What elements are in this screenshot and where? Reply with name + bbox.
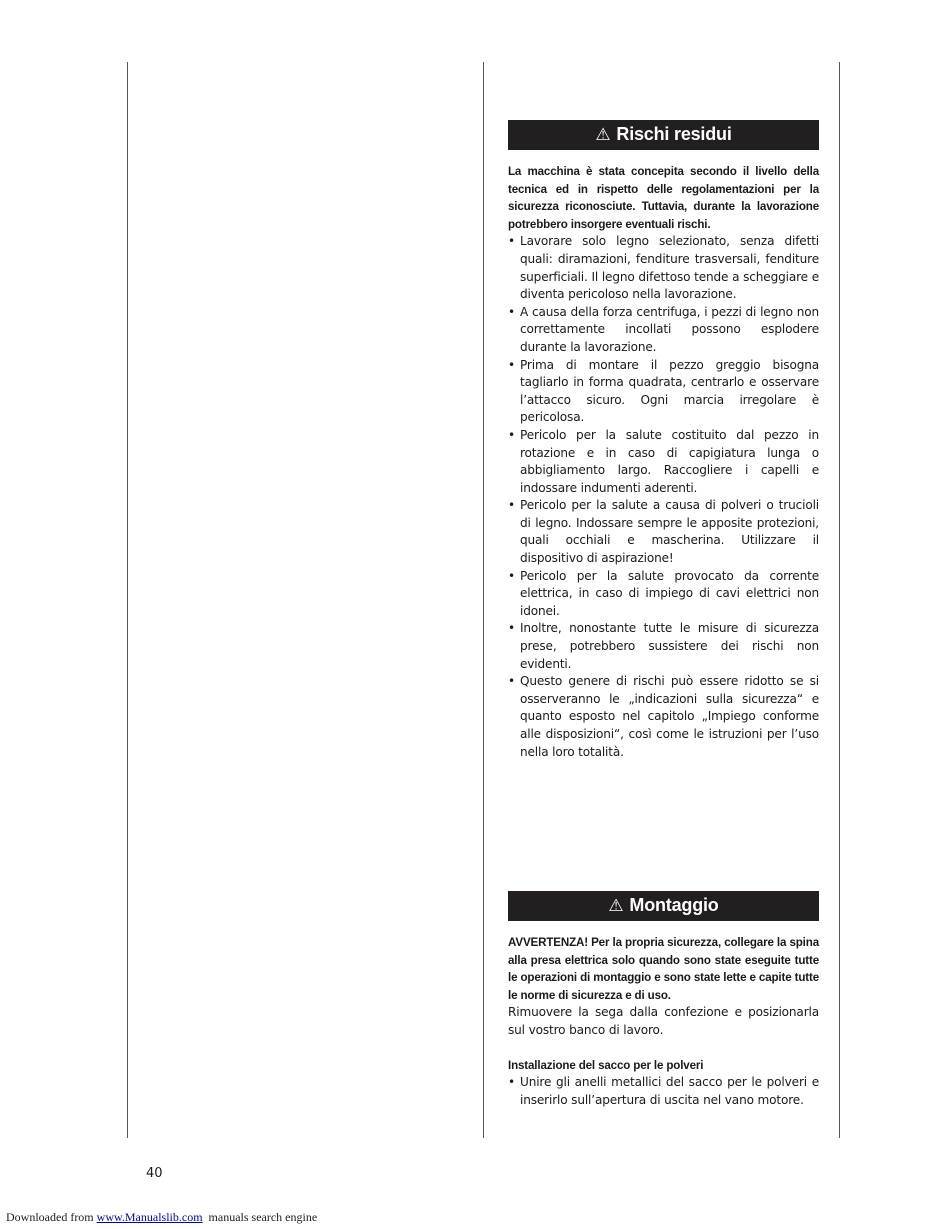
assembly-title: Montaggio [629,895,719,916]
list-item: • Pericolo per la salute a causa di polveri o trucioli di legno. Indossare sempre le apposite protezioni, quali occhiali e mascherina. Utilizzare il dispositivo di aspirazione! [508,497,819,567]
residual-risks-intro: La macchina è stata concepita secondo il livello della tecnica ed in rispetto delle regolamentazioni per la sicurezza riconosciute. Tuttavia, durante la lavorazione potrebbero insorgere eventuali rischi. [508,165,819,231]
residual-risks-section [508,120,819,761]
warning-triangle-icon: ⚠ [608,896,624,916]
left-margin-rule [127,62,128,1138]
assembly-warning-text: AVVERTENZA! Per la propria sicurezza, collegare la spina alla presa elettrica solo quando sono state eseguite tutte le operazioni di montaggio e sono state lette e capite tutte le norme di sicurezza e di uso. [508,936,819,1002]
list-item: • Unire gli anelli metallici del sacco per le polveri e inserirlo sull’apertura di uscita nel vano motore. [508,1074,819,1109]
list-item: • Prima di montare il pezzo greggio bisogna tagliarlo in forma quadrata, centrarlo e osservare l’attacco sicuro. Ogni marcia irregolare è pericolosa. [508,357,819,427]
list-item: • Lavorare solo legno selezionato, senza difetti quali: diramazioni, fenditure trasversali, fenditure superficiali. Il legno difettoso tende a scheggiare e diventa pericoloso nella lavorazione. [508,233,819,303]
manualslib-link[interactable]: www.Manualslib.com [96,1210,203,1224]
residual-risks-title: Rischi residui [616,124,732,145]
residual-risks-heading [508,120,819,150]
list-item: • A causa della forza centrifuga, i pezzi di legno non correttamente incollati possono esplodere durante la lavorazione. [508,304,819,357]
list-item: • Questo genere di rischi può essere ridotto se si osserveranno le „indicazioni sulla sicurezza“ e quanto esposto nel capitolo „Impiego conforme alle disposizioni“, così come le istruzioni per l’uso nella loro totalità. [508,673,819,761]
footer-prefix: Downloaded from [6,1210,97,1224]
footer-suffix: manuals search engine [202,1210,318,1224]
page-number: 40 [146,1166,163,1181]
list-item: • Inoltre, nonostante tutte le misure di sicurezza prese, potrebbero sussistere dei rischi non evidenti. [508,620,819,673]
right-margin-rule [839,62,840,1138]
assembly-section [508,891,819,1109]
assembly-paragraph: Rimuovere la sega dalla confezione e posizionarla sul vostro banco di lavoro. [508,1005,819,1037]
dust-bag-list [508,1074,819,1109]
dust-bag-subheading: Installazione del sacco per le polveri [508,1058,704,1072]
residual-risks-list [508,233,819,761]
download-footer [6,1210,317,1225]
assembly-heading [508,891,819,921]
warning-triangle-icon: ⚠ [595,125,611,145]
list-item: • Pericolo per la salute costituito dal pezzo in rotazione e in caso di capigiatura lunga o abbigliamento largo. Raccogliere i capelli e indossare indumenti aderenti. [508,427,819,497]
column-divider-rule [483,62,484,1138]
list-item: • Pericolo per la salute provocato da corrente elettrica, in caso di impiego di cavi elettrici non idonei. [508,568,819,621]
